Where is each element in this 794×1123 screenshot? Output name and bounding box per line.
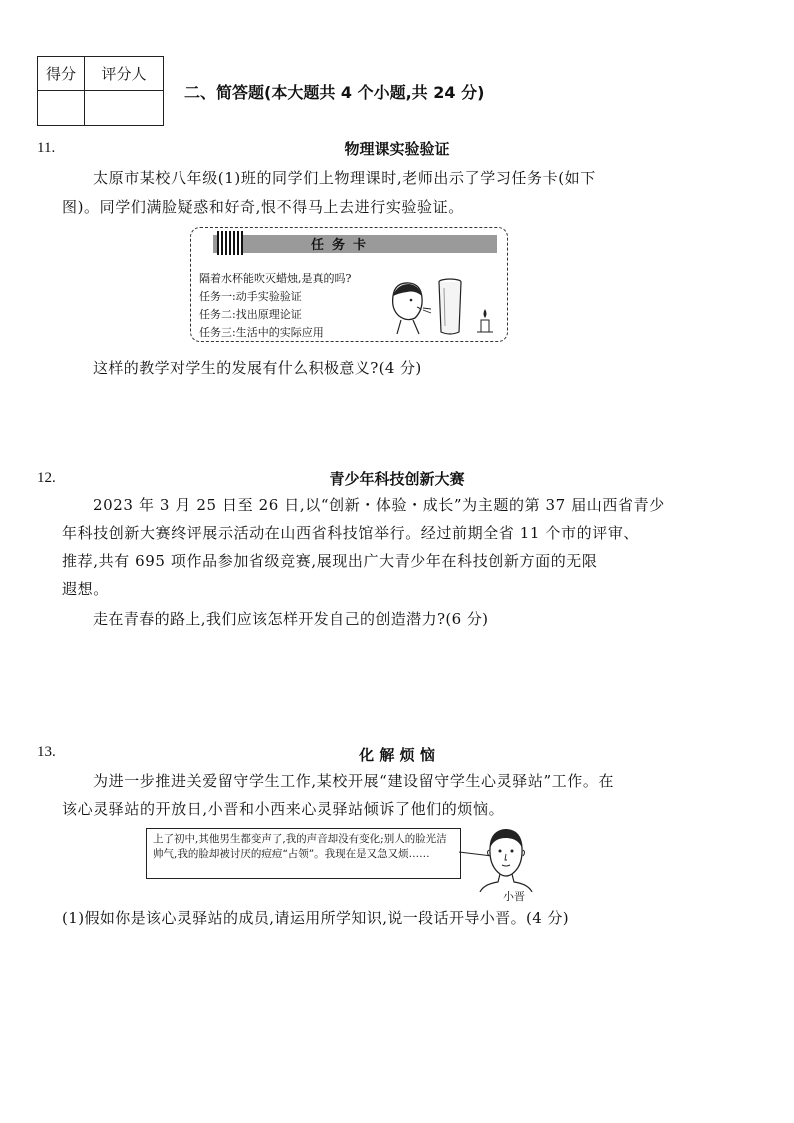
blowing-candle-illustration: [387, 276, 503, 338]
card-question: 隔着水杯能吹灭蜡烛,是真的吗?: [199, 272, 352, 285]
boy-head-icon: [393, 283, 431, 334]
q11-question: 这样的教学对学生的发展有什么积极意义?(4 分): [93, 359, 422, 377]
task-card-title: 任务卡: [311, 238, 375, 253]
card-task2: 任务二:找出原理论证: [199, 308, 302, 321]
q12-paragraph-line1: 2023 年 3 月 25 日至 26 日,以“创新・体验・成长”为主题的第 37 届山西省青少: [93, 496, 665, 514]
q13-paragraph-line1: 为进一步推进关爱留守学生工作,某校开展“建设留守学生心灵驿站”工作。在: [93, 772, 615, 790]
card-task3: 任务三:生活中的实际应用: [199, 326, 324, 339]
section-title: 二、简答题(本大题共 4 个小题,共 24 分): [184, 83, 485, 102]
q12-paragraph-line2: 年科技创新大赛终评展示活动在山西省科技馆举行。经过前期全省 11 个市的评审、: [62, 524, 640, 542]
card-task1: 任务一:动手实验验证: [199, 290, 302, 303]
boy-face-icon: [480, 829, 532, 892]
q11-number: 11.: [37, 140, 56, 156]
q12-title: 青少年科技创新大赛: [329, 470, 465, 488]
speaker-label: 小晋: [503, 890, 525, 903]
score-cell[interactable]: [38, 91, 85, 126]
q12-question: 走在青春的路上,我们应该怎样开发自己的创造潜力?(6 分): [93, 610, 489, 628]
q12-paragraph-line3: 推荐,共有 695 项作品参加省级竞赛,展现出广大青少年在科技创新方面的无限: [62, 552, 598, 570]
q13-paragraph-line2: 该心灵驿站的开放日,小晋和小西来心灵驿站倾诉了他们的烦恼。: [62, 800, 505, 818]
speech-text: 上了初中,其他男生都变声了,我的声音却没有变化;别人的脸光洁帅气,我的脸却被讨厌的痘痘“占领”。我现在是又急又烦……: [153, 833, 447, 860]
barcode-icon: [217, 231, 243, 255]
q13-title: 化 解 烦 恼: [359, 746, 435, 764]
q11-paragraph-line1: 太原市某校八年级(1)班的同学们上物理课时,老师出示了学习任务卡(如下: [93, 169, 596, 187]
task-card: [190, 227, 508, 342]
q12-number: 12.: [37, 470, 56, 486]
boy-portrait-illustration: [454, 826, 554, 892]
q13-number: 13.: [37, 744, 56, 760]
water-glass-icon: [439, 279, 461, 334]
q11-title: 物理课实验验证: [344, 140, 450, 158]
score-header: 得分: [38, 57, 85, 91]
score-table: [37, 56, 164, 126]
q11-paragraph-line2: 图)。同学们满脸疑惑和好奇,恨不得马上去进行实验验证。: [62, 198, 464, 216]
candle-icon: [477, 309, 493, 332]
grader-cell[interactable]: [85, 91, 164, 126]
speech-bubble: [146, 828, 461, 879]
q12-paragraph-line4: 遐想。: [62, 580, 109, 598]
q13-sub-question-1: (1)假如你是该心灵驿站的成员,请运用所学知识,说一段话开导小晋。(4 分): [62, 909, 570, 927]
grader-header: 评分人: [85, 57, 164, 91]
